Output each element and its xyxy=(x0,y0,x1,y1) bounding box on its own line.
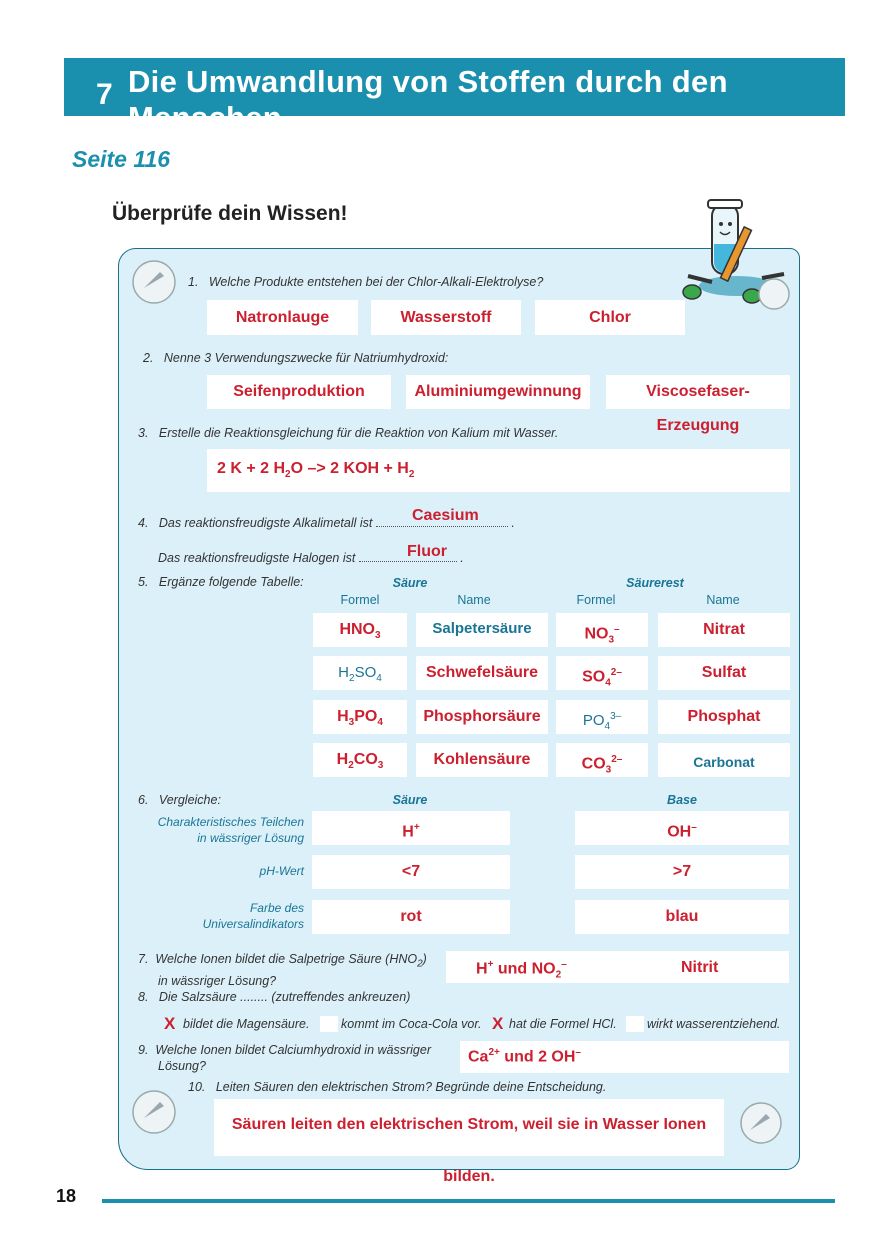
question-text: Leiten Säuren den elektrischen Strom? Begründe deine Entscheidung. xyxy=(215,1080,607,1094)
answer-box[interactable]: Chlor xyxy=(535,300,685,335)
pushpin-icon xyxy=(738,1100,784,1146)
question-number: 10. xyxy=(188,1080,206,1094)
table-cell[interactable]: $H_2CO_3$ xyxy=(313,743,407,777)
chapter-title: Die Umwandlung von Stoffen durch den Menschen xyxy=(128,64,728,135)
table-cell[interactable]: Nitrat xyxy=(658,613,790,647)
row-label: Farbe des Universalindikators xyxy=(202,901,304,931)
question-text: Das reaktionsfreudigste Halogen ist xyxy=(158,551,356,565)
table-cell[interactable]: Schwefelsäure xyxy=(416,656,548,690)
question-text: Das reaktionsfreudigste Alkalimetall ist xyxy=(158,516,373,530)
answer-box[interactable]: Wasserstoff xyxy=(371,300,521,335)
answer-box[interactable]: Natronlauge xyxy=(207,300,358,335)
column-header: Name xyxy=(706,593,740,607)
question-text: Welche Produkte entstehen bei der Chlor-Alkali-Elektrolyse? xyxy=(208,275,544,289)
checkbox-checked[interactable]: X xyxy=(492,1014,504,1033)
pushpin-icon xyxy=(130,258,178,306)
column-header: Formel xyxy=(576,593,616,607)
checkbox-empty[interactable] xyxy=(626,1016,644,1032)
table-cell[interactable]: $NO_3^-$ xyxy=(556,613,648,647)
answer-box[interactable]: Viscosefaser-Erzeugung xyxy=(606,375,790,409)
answer-halogen[interactable]: Fluor xyxy=(407,543,447,560)
pushpin-icon xyxy=(130,1088,178,1136)
answer-ions: H+ und $NO_2^-$ xyxy=(476,959,567,981)
column-header: Säure xyxy=(392,793,428,807)
table-cell[interactable]: Phosphat xyxy=(658,700,790,734)
column-header: Name xyxy=(457,593,491,607)
answer-box[interactable]: >7 xyxy=(575,855,789,889)
question-number: 4. xyxy=(138,516,149,530)
table-cell[interactable]: Salpetersäure xyxy=(416,613,548,647)
table-cell[interactable]: $H_3PO_4$ xyxy=(313,700,407,734)
answer-box[interactable]: Seifenproduktion xyxy=(207,375,391,409)
table-cell[interactable]: $CO_3^{2-}$ xyxy=(556,743,648,777)
chapter-number: 7 xyxy=(96,78,113,111)
answer-ions: $Ca^{2+}$ und 2 OH– xyxy=(468,1047,581,1066)
answer-box[interactable]: Säuren leiten den elektrischen Strom, weil sie in Wasser Ionen bilden. xyxy=(214,1099,724,1156)
question-text: Erstelle die Reaktionsgleichung für die Reaktion von Kalium mit Wasser. xyxy=(158,426,559,440)
column-header: Formel xyxy=(340,593,380,607)
option-label: wirkt wasserentziehend. xyxy=(647,1017,781,1031)
table-cell[interactable]: Sulfat xyxy=(658,656,790,690)
checkbox-options xyxy=(160,1016,800,1036)
question-number: 2. xyxy=(143,351,154,365)
row-label: pH-Wert xyxy=(259,864,304,878)
group-header-acid: Säure xyxy=(392,576,428,590)
table-cell[interactable]: Carbonat xyxy=(658,743,790,777)
group-header-acid-rest: Säurerest xyxy=(626,576,684,590)
section-title: Überprüfe dein Wissen! xyxy=(112,202,348,225)
option-label: hat die Formel HCl. xyxy=(509,1017,617,1031)
question-text: Die Salzsäure ........ (zutreffendes ankreuzen) xyxy=(158,990,411,1004)
question-number: 5. xyxy=(138,575,149,589)
answer-box[interactable]: OH– xyxy=(575,811,789,845)
question-9: 9. Welche Ionen bildet Calciumhydroxid in wässriger Lösung? xyxy=(138,1043,431,1073)
column-header: Base xyxy=(667,793,697,807)
row-label: Charakteristisches Teilchen in wässriger Lösung xyxy=(157,815,304,845)
test-tube-mascot-icon xyxy=(682,196,794,316)
table-cell[interactable]: $H_2SO_4$ xyxy=(313,656,407,690)
table-cell[interactable]: $HNO_3$ xyxy=(313,613,407,647)
reaction-equation: 2 K + 2 $H_2O -> 2$ KOH + $H_2$ xyxy=(217,460,415,481)
page-number: 18 xyxy=(56,1186,77,1206)
question-7: 7. Welche Ionen bildet die Salpetrige Säure $(HNO_2)$ in wässriger Lösung? xyxy=(138,952,427,988)
footer-divider xyxy=(102,1199,835,1203)
question-text: Vergleiche: xyxy=(158,793,221,807)
answer-box[interactable]: blau xyxy=(575,900,789,934)
option-label: kommt im Coca-Cola vor. xyxy=(341,1017,482,1031)
answer-box[interactable]: rot xyxy=(312,900,510,934)
page-reference: Seite 116 xyxy=(72,146,171,172)
option-label: bildet die Magensäure. xyxy=(183,1017,310,1031)
checkbox-empty[interactable] xyxy=(320,1016,338,1032)
answer-box[interactable]: Aluminiumgewinnung xyxy=(406,375,590,409)
table-cell[interactable]: $SO_4^{2-}$ xyxy=(556,656,648,690)
answer-ion-name: Nitrit xyxy=(681,959,719,976)
question-text: Nenne 3 Verwendungszwecke für Natriumhydroxid: xyxy=(163,351,449,365)
checkbox-checked[interactable]: X xyxy=(164,1014,176,1033)
table-cell[interactable]: $PO_4^{3-}$ xyxy=(556,700,648,734)
question-number: 3. xyxy=(138,426,149,440)
table-cell[interactable]: Kohlensäure xyxy=(416,743,548,777)
answer-box[interactable]: H+ xyxy=(312,811,510,845)
question-number: 1. xyxy=(188,275,199,289)
table-cell[interactable]: Phosphorsäure xyxy=(416,700,548,734)
question-text: Ergänze folgende Tabelle: xyxy=(158,575,304,589)
question-number: 8. xyxy=(138,990,149,1004)
question-number: 6. xyxy=(138,793,149,807)
answer-alkali-metal[interactable]: Caesium xyxy=(412,507,479,524)
answer-box[interactable]: <7 xyxy=(312,855,510,889)
